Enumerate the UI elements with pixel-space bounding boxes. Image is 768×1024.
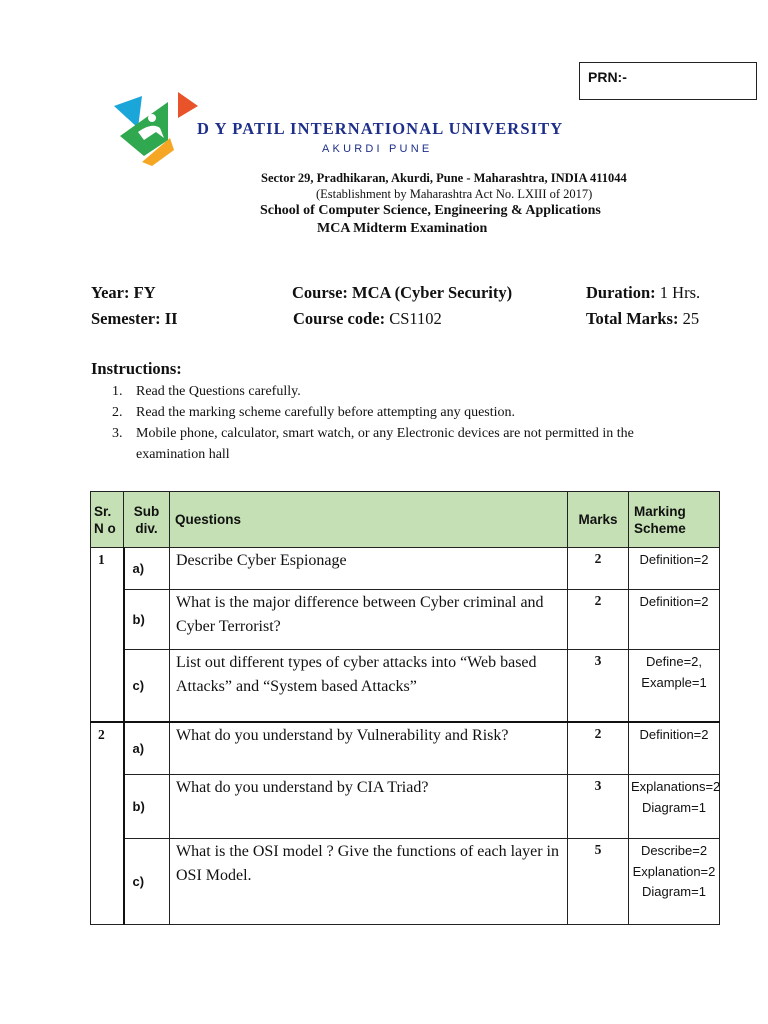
marking-scheme: Define=2, Example=1 — [629, 650, 720, 722]
table-row — [91, 590, 720, 650]
course-code-value: CS1102 — [389, 309, 442, 328]
sub-division: a) — [124, 722, 170, 775]
sub-division: c) — [124, 839, 170, 925]
marking-scheme: Definition=2 — [629, 722, 720, 775]
header-marks: Marks — [568, 492, 629, 548]
duration-value: 1 Hrs. — [659, 283, 701, 302]
semester-label: Semester: — [91, 309, 161, 328]
instruction-number: 1. — [112, 384, 123, 399]
question-marks: 3 — [568, 775, 629, 839]
table-row — [91, 775, 720, 839]
course-code-label: Course code: — [293, 309, 386, 328]
sub-division: c) — [124, 650, 170, 722]
university-address: Sector 29, Pradhikaran, Akurdi, Pune - Maharashtra, INDIA 411044 — [261, 171, 627, 185]
question-text: What is the major difference between Cyber criminal and Cyber Terrorist? — [170, 590, 568, 650]
question-text: What is the OSI model ? Give the functions of each layer in OSI Model. — [170, 839, 568, 925]
instructions-list — [112, 381, 702, 465]
total-marks-info — [586, 309, 699, 329]
establishment-note: (Establishment by Maharashtra Act No. LXIII of 2017) — [316, 187, 593, 201]
question-marks: 3 — [568, 650, 629, 722]
prn-box — [579, 62, 757, 100]
instruction-item — [112, 402, 702, 423]
course-info — [292, 283, 512, 303]
instruction-text: Mobile phone, calculator, smart watch, or any Electronic devices are not permitted in the examination hall — [136, 426, 634, 462]
marking-scheme: Describe=2 Explanation=2 Diagram=1 — [629, 839, 720, 925]
school-name: School of Computer Science, Engineering & Applications — [260, 203, 601, 218]
table-row — [91, 650, 720, 722]
question-marks: 2 — [568, 548, 629, 590]
semester-info — [91, 309, 178, 329]
total-marks-value: 25 — [682, 309, 700, 328]
university-place: AKURDI PUNE — [322, 143, 433, 155]
question-number: 1 — [91, 548, 124, 722]
question-number: 2 — [91, 722, 124, 925]
table-row — [91, 839, 720, 925]
duration-label: Duration: — [586, 283, 656, 302]
marking-scheme: Definition=2 — [629, 590, 720, 650]
prn-label: PRN:- — [588, 69, 627, 85]
sub-division: b) — [124, 590, 170, 650]
duration-info — [586, 283, 700, 303]
instruction-text: Read the Questions carefully. — [136, 384, 301, 399]
question-text: What do you understand by Vulnerability and Risk? — [170, 722, 568, 775]
questions-table — [90, 491, 720, 925]
question-text: What do you understand by CIA Triad? — [170, 775, 568, 839]
instruction-item — [112, 381, 702, 402]
table-row — [91, 722, 720, 775]
instruction-item — [112, 423, 702, 465]
university-logo-icon — [112, 92, 202, 166]
course-label: Course: — [292, 283, 348, 302]
total-marks-label: Total Marks: — [586, 309, 679, 328]
course-value: MCA (Cyber Security) — [352, 283, 513, 302]
sub-division: b) — [124, 775, 170, 839]
year-info — [91, 283, 156, 303]
question-text: List out different types of cyber attacks into “Web based Attacks” and “System based Attacks” — [170, 650, 568, 722]
question-marks: 5 — [568, 839, 629, 925]
semester-value: II — [164, 309, 178, 328]
instructions-title: Instructions: — [91, 359, 182, 378]
header-marking-scheme: Marking Scheme — [629, 492, 720, 548]
header-questions: Questions — [170, 492, 568, 548]
marking-scheme: Definition=2 — [629, 548, 720, 590]
table-row — [91, 548, 720, 590]
header-srno: Sr. N o — [91, 492, 124, 548]
exam-title: MCA Midterm Examination — [317, 221, 488, 236]
course-code-info — [293, 309, 442, 329]
question-text: Describe Cyber Espionage — [170, 548, 568, 590]
instruction-number: 2. — [112, 405, 123, 420]
marking-scheme: Explanations=2 Diagram=1 — [629, 775, 720, 839]
instruction-number: 3. — [112, 426, 123, 441]
header-subdiv: Sub div. — [124, 492, 170, 548]
year-value: FY — [133, 283, 156, 302]
sub-division: a) — [124, 548, 170, 590]
university-name: D Y PATIL INTERNATIONAL UNIVERSITY — [197, 119, 564, 138]
table-header-row — [91, 492, 720, 548]
question-marks: 2 — [568, 722, 629, 775]
year-label: Year: — [91, 283, 130, 302]
question-marks: 2 — [568, 590, 629, 650]
instruction-text: Read the marking scheme carefully before attempting any question. — [136, 405, 516, 420]
